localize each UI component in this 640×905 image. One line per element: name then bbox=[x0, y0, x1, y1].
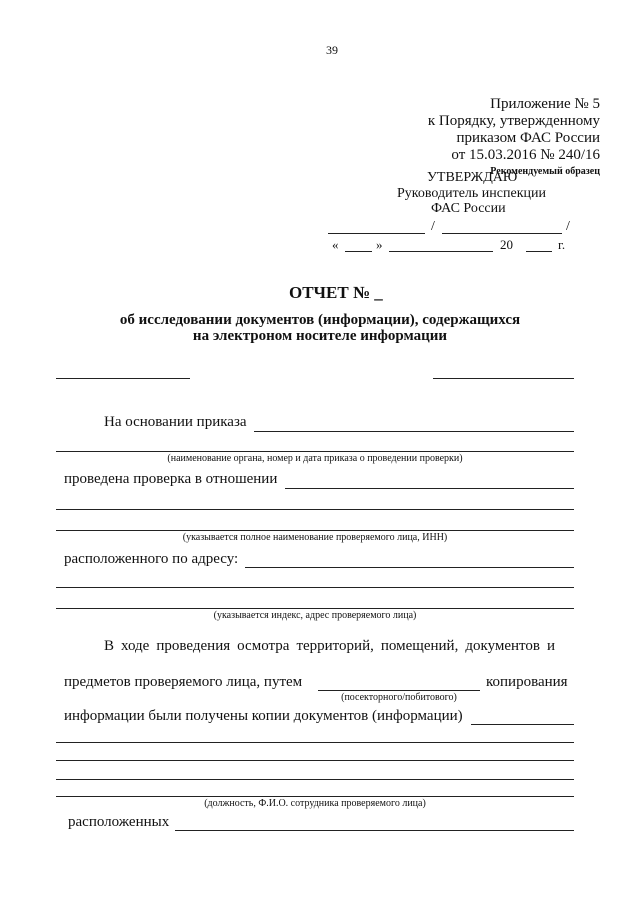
inspection-line-1 bbox=[285, 488, 574, 489]
report-title: ОТЧЕТ № _ bbox=[289, 283, 383, 302]
approval-position-1: Руководитель инспекции bbox=[397, 186, 546, 201]
date-line bbox=[433, 378, 574, 379]
address-line-2 bbox=[56, 587, 574, 588]
date-quote-close: » bbox=[376, 237, 383, 252]
located-label: расположенных bbox=[68, 814, 170, 830]
date-day-line bbox=[345, 251, 372, 252]
sample-note: Рекомендуемый образец bbox=[490, 166, 600, 177]
official-line bbox=[56, 796, 574, 797]
approval-title: УТВЕРЖДАЮ bbox=[427, 170, 518, 185]
inspection-line-3 bbox=[56, 530, 574, 531]
date-year-line bbox=[526, 251, 552, 252]
appendix-block bbox=[428, 96, 600, 179]
appendix-line-3: приказом ФАС России bbox=[456, 130, 600, 146]
address-line-3 bbox=[56, 608, 574, 609]
appendix-line-4: от 15.03.2016 № 240/16 bbox=[451, 147, 600, 163]
documents-line-2 bbox=[56, 742, 574, 743]
signature-name-line bbox=[442, 233, 562, 234]
inspection-line-2 bbox=[56, 509, 574, 510]
signature-slash: / bbox=[431, 219, 435, 234]
inspection-label: проведена проверка в отношении bbox=[64, 471, 278, 487]
basis-label: На основании приказа bbox=[104, 414, 247, 430]
appendix-line-2: к Порядку, утвержденному bbox=[427, 113, 600, 129]
paragraph-line-2-end: копирования bbox=[486, 674, 568, 690]
official-hint: (должность, Ф.И.О. сотрудника проверяемого лица) bbox=[204, 798, 426, 809]
paragraph-line-3: информации были получены копии документов (информации) bbox=[64, 708, 463, 724]
date-year: 20 bbox=[500, 237, 513, 252]
basis-hint: (наименование органа, номер и дата приказа о проведении проверки) bbox=[167, 453, 463, 464]
signature-line bbox=[328, 233, 425, 234]
paragraph-line-1: В ходе проведения осмотра территорий, помещений, документов и bbox=[104, 638, 556, 654]
located-line bbox=[175, 830, 574, 831]
appendix-line-1: Приложение № 5 bbox=[490, 96, 600, 112]
date-year-suffix: г. bbox=[558, 237, 566, 252]
documents-line-3 bbox=[56, 760, 574, 761]
basis-line-1 bbox=[254, 431, 574, 432]
paragraph-line-2-start: предметов проверяемого лица, путем bbox=[64, 674, 303, 690]
date-month-line bbox=[389, 251, 493, 252]
approval-position-2: ФАС России bbox=[431, 201, 506, 216]
inspection-hint: (указывается полное наименование проверяемого лица, ИНН) bbox=[182, 532, 448, 543]
documents-line-4 bbox=[56, 779, 574, 780]
report-subtitle-2: на электроном носителе информации bbox=[192, 328, 448, 344]
signature-slash-end: / bbox=[566, 219, 570, 234]
basis-line-2 bbox=[56, 451, 574, 452]
documents-line-1 bbox=[471, 724, 574, 725]
copy-method-hint: (посекторного/побитового) bbox=[341, 692, 457, 703]
page-number: 39 bbox=[326, 43, 338, 57]
address-line-1 bbox=[245, 567, 574, 568]
copy-method-line bbox=[318, 690, 480, 691]
place-line bbox=[56, 378, 190, 379]
report-subtitle-1: об исследовании документов (информации), содержащихся bbox=[119, 312, 521, 328]
date-quote-open: « bbox=[332, 237, 339, 252]
address-label: расположенного по адресу: bbox=[64, 551, 239, 567]
address-hint: (указывается индекс, адрес проверяемого лица) bbox=[213, 610, 417, 621]
